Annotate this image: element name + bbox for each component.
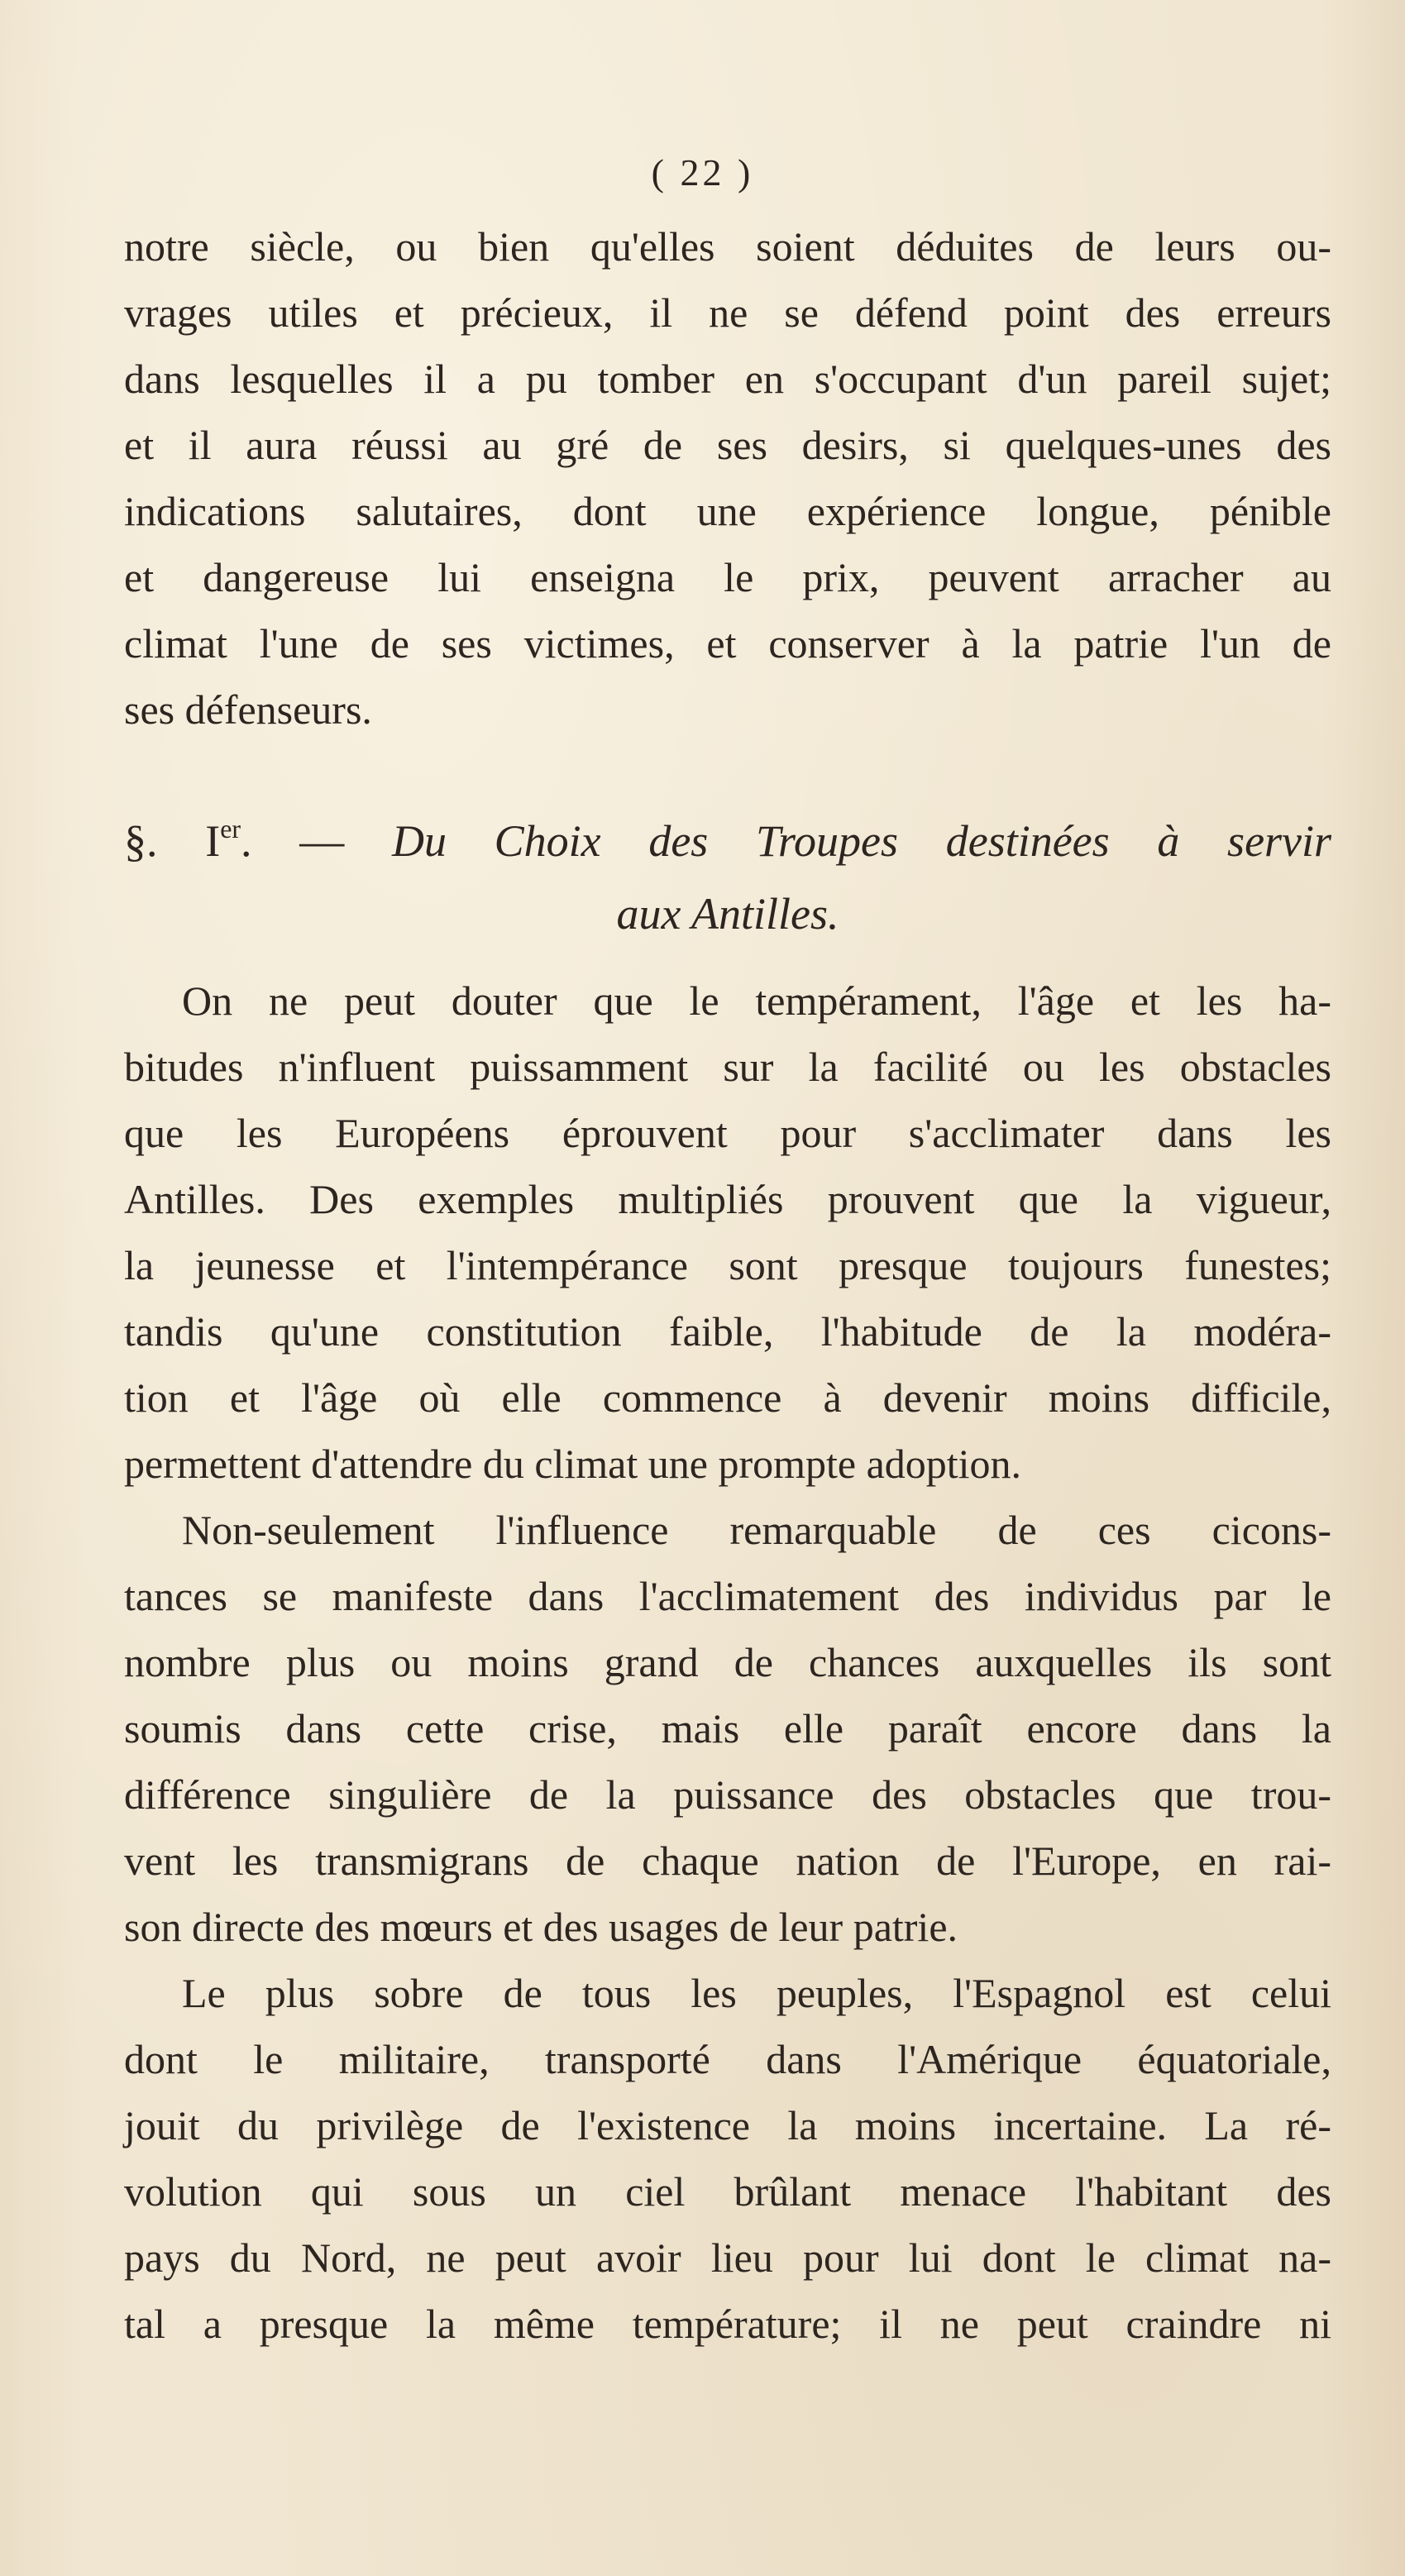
- text-line: Antilles. Des exemples multipliés prouvent que la vigueur,: [124, 1176, 1331, 1222]
- text-line: dans lesquelles il a pu tomber en s'occupant d'un pareil sujet;: [124, 356, 1331, 402]
- text-line: dont le militaire, transporté dans l'Amérique équatoriale,: [124, 2036, 1331, 2082]
- text-line: tal a presque la même température; il ne peut craindre ni: [124, 2301, 1331, 2347]
- text-line: son directe des mœurs et des usages de leur patrie.: [124, 1904, 958, 1950]
- text-line: indications salutaires, dont une expérience longue, pénible: [124, 488, 1331, 534]
- text-line: tances se manifeste dans l'acclimatement des individus par le: [124, 1573, 1331, 1619]
- text-line: vent les transmigrans de chaque nation de l'Europe, en rai-: [124, 1838, 1331, 1884]
- text-line: volution qui sous un ciel brûlant menace l'habitant des: [124, 2168, 1331, 2215]
- text-line: et dangereuse lui enseigna le prix, peuvent arracher au: [124, 554, 1331, 600]
- text-line: ses défenseurs.: [124, 686, 372, 733]
- text-line: que les Européens éprouvent pour s'acclimater dans les: [124, 1110, 1331, 1156]
- text-line: notre siècle, ou bien qu'elles soient déduites de leurs ou-: [124, 223, 1331, 270]
- section-heading-line-1: [124, 792, 1331, 877]
- text-line: et il aura réussi au gré de ses desirs, si quelques-unes des: [124, 422, 1331, 468]
- text-line: Le plus sobre de tous les peuples, l'Espagnol est celui: [182, 1970, 1331, 2016]
- text-line: la jeunesse et l'intempérance sont presque toujours funestes;: [124, 1242, 1331, 1288]
- text-line: climat l'une de ses victimes, et conserver à la patrie l'un de: [124, 620, 1331, 667]
- section-heading: [124, 792, 1331, 950]
- text-line: pays du Nord, ne peut avoir lieu pour lui dont le climat na-: [124, 2234, 1331, 2281]
- section-number-superscript: er: [220, 814, 241, 844]
- text-line: Non-seulement l'influence remarquable de ces cicons-: [182, 1507, 1331, 1553]
- text-line: bitudes n'influent puissamment sur la facilité ou les obstacles: [124, 1044, 1331, 1090]
- text-line: permettent d'attendre du climat une prompte adoption.: [124, 1441, 1022, 1487]
- text-line: différence singulière de la puissance des obstacles que trou-: [124, 1771, 1331, 1818]
- page-number: ( 22 ): [651, 151, 754, 194]
- text-line: jouit du privilège de l'existence la moins incertaine. La ré-: [124, 2102, 1331, 2148]
- section-dash: . —: [241, 816, 345, 866]
- section-number: §. I: [124, 816, 221, 866]
- section-body: [124, 968, 1331, 2357]
- section-title-line-2: aux Antilles.: [616, 889, 839, 939]
- text-line: tion et l'âge où elle commence à devenir moins difficile,: [124, 1374, 1331, 1421]
- text-line: soumis dans cette crise, mais elle paraît encore dans la: [124, 1705, 1331, 1752]
- text-line: vrages utiles et précieux, il ne se défend point des erreurs: [124, 289, 1331, 336]
- text-line: nombre plus ou moins grand de chances auxquelles ils sont: [124, 1639, 1331, 1685]
- intro-paragraph: [124, 213, 1331, 743]
- text-line: On ne peut douter que le tempérament, l'âge et les ha-: [182, 977, 1331, 1024]
- text-line: tandis qu'une constitution faible, l'habitude de la modéra-: [124, 1308, 1331, 1355]
- section-title-line-1: Du Choix des Troupes destinées à servir: [391, 816, 1332, 866]
